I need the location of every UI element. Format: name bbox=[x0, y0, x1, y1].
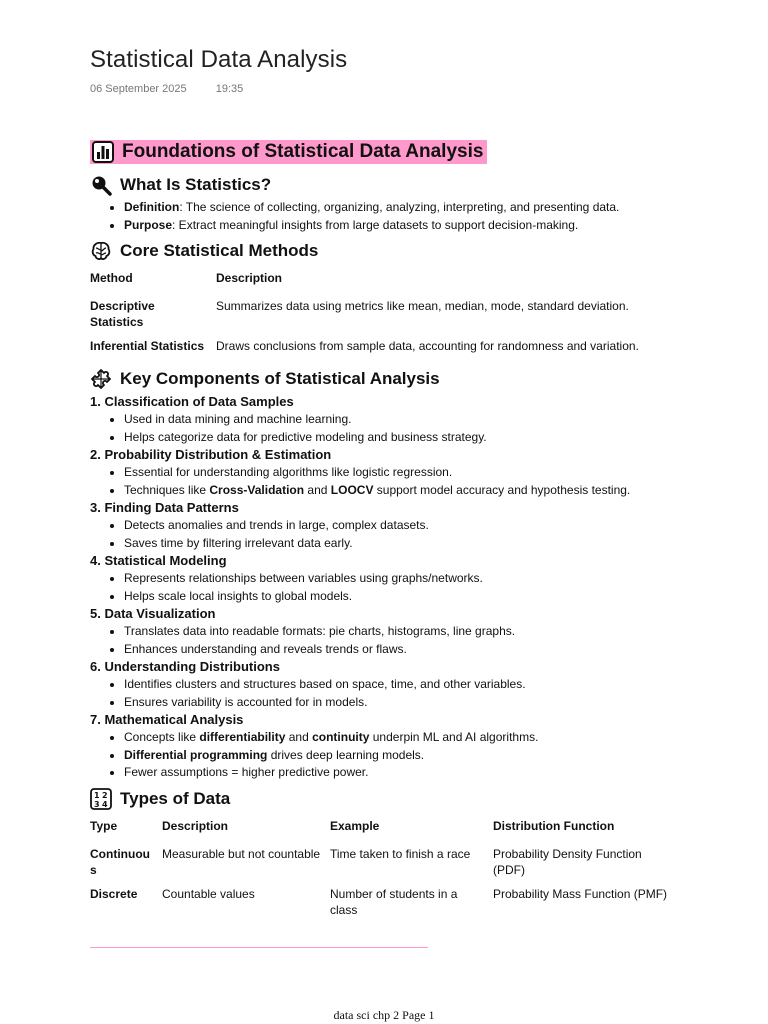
text: drives deep learning models. bbox=[267, 747, 425, 762]
list-item: • Ensures variability is accounted for in models. bbox=[124, 694, 690, 712]
puzzle-icon bbox=[90, 368, 112, 390]
heading-label: Types of Data bbox=[120, 788, 231, 808]
table-header: Example bbox=[330, 818, 380, 833]
component-bullets bbox=[90, 570, 690, 605]
component-6 bbox=[90, 658, 690, 711]
list-item: • Helps categorize data for predictive modeling and business strategy. bbox=[124, 429, 690, 447]
bold-term: differentiability bbox=[199, 730, 286, 744]
page-meta bbox=[90, 83, 269, 95]
list-item: • Represents relationships between variables using graphs/networks. bbox=[124, 570, 690, 588]
component-2 bbox=[90, 446, 690, 499]
svg-text:2: 2 bbox=[102, 790, 108, 800]
table-cell: Time taken to finish a race bbox=[330, 846, 471, 861]
text: support model accuracy and hypothesis testing. bbox=[373, 482, 631, 497]
svg-text:4: 4 bbox=[102, 799, 108, 809]
list-item bbox=[124, 199, 690, 217]
component-5 bbox=[90, 605, 690, 658]
table-cell: Probability Density Function (PDF) bbox=[493, 846, 642, 877]
table-header: Method bbox=[90, 271, 133, 285]
text: and bbox=[304, 482, 331, 497]
text: Techniques like bbox=[124, 482, 210, 497]
section-heading-label: Foundations of Statistical Data Analysis bbox=[122, 141, 484, 162]
numbers-icon bbox=[90, 788, 112, 810]
svg-text:3: 3 bbox=[94, 799, 100, 809]
list-item: • Essential for understanding algorithms like logistic regression. bbox=[124, 464, 690, 482]
table-cell: Continuou s bbox=[90, 846, 150, 877]
heading-label: Key Components of Statistical Analysis bbox=[120, 369, 440, 388]
types-table bbox=[90, 814, 680, 922]
table-cell: Number of students in a class bbox=[330, 886, 458, 917]
page-time: 19:35 bbox=[215, 83, 244, 95]
component-bullets bbox=[90, 464, 690, 499]
definition-text: : The science of collecting, organizing, analyzing, interpreting, and presenting data. bbox=[179, 200, 620, 214]
component-bullets bbox=[90, 411, 690, 446]
bold-term: Differential programming bbox=[124, 747, 268, 762]
list-item bbox=[124, 747, 690, 765]
table-cell: Discrete bbox=[90, 886, 138, 901]
list-item: • Used in data mining and machine learning. bbox=[124, 411, 690, 429]
heading-what-is-statistics bbox=[90, 174, 690, 196]
bold-term: continuity bbox=[312, 730, 370, 744]
table-header: Description bbox=[216, 271, 283, 285]
component-1 bbox=[90, 393, 690, 446]
list-item: • Fewer assumptions = higher predictive power. bbox=[124, 764, 690, 782]
table-row bbox=[90, 882, 680, 922]
bold-term: Cross-Validation bbox=[209, 482, 305, 497]
text: and bbox=[285, 730, 313, 744]
table-cell: Probability Mass Function (PMF) bbox=[493, 886, 668, 901]
component-bullets bbox=[90, 729, 690, 782]
component-bullets bbox=[90, 623, 690, 658]
brain-icon bbox=[90, 240, 112, 262]
footer-divider bbox=[90, 947, 428, 948]
list-item: • Saves time by filtering irrelevant data early. bbox=[124, 535, 690, 553]
section-heading-foundations bbox=[90, 140, 487, 164]
table-header: Type bbox=[90, 818, 118, 833]
table-row bbox=[90, 334, 647, 358]
list-item: • Detects anomalies and trends in large, complex datasets. bbox=[124, 517, 690, 535]
component-title: 4. Statistical Modeling bbox=[90, 553, 227, 568]
table-header: Distribution Function bbox=[493, 818, 615, 833]
term: Definition bbox=[124, 200, 180, 214]
definition-text: : Extract meaningful insights from large datasets to support decision-making. bbox=[172, 217, 579, 232]
heading-core-methods bbox=[90, 240, 690, 262]
component-title: 3. Finding Data Patterns bbox=[90, 500, 239, 515]
list-item bbox=[124, 217, 690, 235]
list-item bbox=[124, 482, 690, 500]
table-cell: Descriptive Statistics bbox=[90, 299, 155, 329]
heading-label: Core Statistical Methods bbox=[120, 241, 319, 260]
component-bullets bbox=[90, 676, 690, 711]
table-header-row bbox=[90, 814, 680, 842]
component-title: 5. Data Visualization bbox=[90, 606, 216, 621]
text: underpin ML and AI algorithms. bbox=[369, 730, 539, 744]
table-header: Description bbox=[162, 818, 229, 833]
page-content bbox=[90, 140, 690, 922]
component-title: 2. Probability Distribution & Estimation bbox=[90, 447, 332, 462]
list-item bbox=[124, 729, 690, 747]
table-row bbox=[90, 294, 647, 334]
page-title: Statistical Data Analysis bbox=[90, 46, 348, 73]
table-cell: Inferential Statistics bbox=[90, 339, 205, 353]
component-title: 7. Mathematical Analysis bbox=[90, 712, 244, 727]
bold-term: LOOCV bbox=[330, 482, 374, 497]
list-item: • Enhances understanding and reveals trends or flaws. bbox=[124, 641, 690, 659]
methods-table bbox=[90, 266, 647, 358]
component-3 bbox=[90, 499, 690, 552]
list-item: • Helps scale local insights to global models. bbox=[124, 588, 690, 606]
svg-text:1: 1 bbox=[94, 790, 100, 800]
bar-chart-icon bbox=[92, 141, 114, 163]
component-title: 1. Classification of Data Samples bbox=[90, 394, 294, 409]
table-row bbox=[90, 842, 680, 882]
magnifier-icon bbox=[90, 174, 112, 196]
component-4 bbox=[90, 552, 690, 605]
table-cell: Countable values bbox=[162, 886, 255, 901]
table-header-row bbox=[90, 266, 647, 294]
list-item: • Translates data into readable formats: pie charts, histograms, line graphs. bbox=[124, 623, 690, 641]
heading-types-of-data bbox=[90, 788, 690, 810]
heading-key-components bbox=[90, 368, 690, 390]
component-bullets bbox=[90, 517, 690, 552]
term: Purpose bbox=[124, 217, 173, 232]
component-title: 6. Understanding Distributions bbox=[90, 659, 280, 674]
page-date: 06 September 2025 bbox=[90, 83, 187, 95]
table-cell: Draws conclusions from sample data, accounting for randomness and variation. bbox=[216, 339, 639, 353]
list-item: • Identifies clusters and structures based on space, time, and other variables. bbox=[124, 676, 690, 694]
heading-label: What Is Statistics? bbox=[120, 175, 272, 194]
component-7 bbox=[90, 711, 690, 782]
table-cell: Summarizes data using metrics like mean, median, mode, standard deviation. bbox=[216, 299, 629, 313]
text: Concepts like bbox=[124, 730, 200, 744]
page-footer: data sci chp 2 Page 1 bbox=[333, 1008, 435, 1022]
definition-list bbox=[90, 199, 690, 234]
table-cell: Measurable but not countable bbox=[162, 846, 321, 861]
